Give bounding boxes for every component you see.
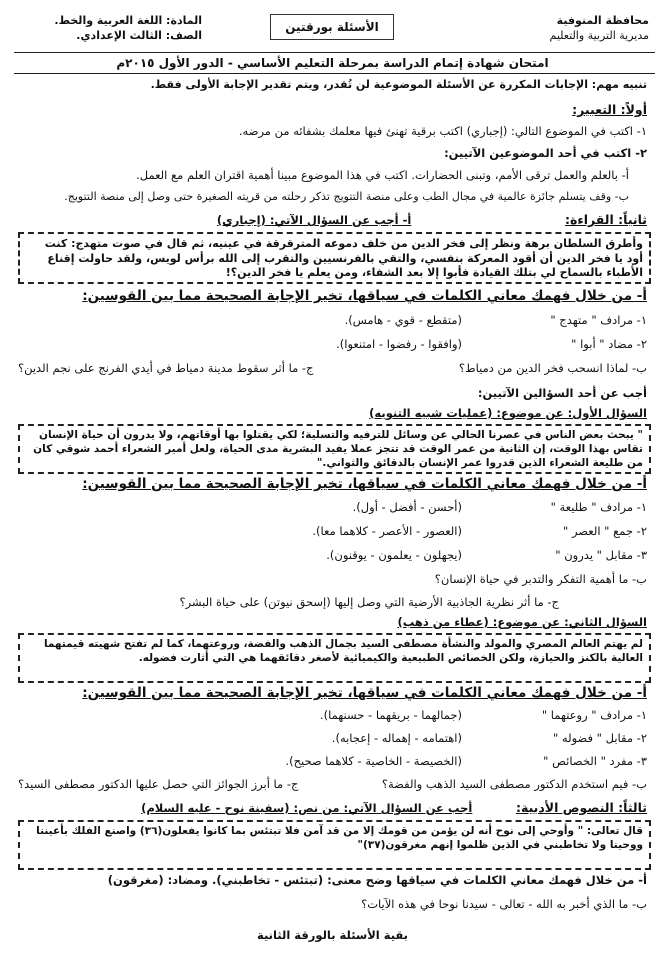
header-right: [489, 14, 649, 43]
literary-b: ب- ما الذي أخبر به الله - تعالى - سيدنا نوحا في هذه الآيات؟: [361, 897, 647, 911]
p3-item-1-q: ١- مرادف " روعتهما ": [541, 708, 647, 722]
p2-item-1-q: ١- مرادف " طليعة ": [550, 500, 647, 514]
reading-header-line: [18, 212, 647, 229]
p2-b: ب- ما أهمية التفكر والتدبر في حياة الإنسان؟: [434, 572, 647, 586]
p2-item-2: [18, 524, 647, 539]
choose-title-3: أ- من خلال فهمك معاني الكلمات في سياقها، تخير الإجابة الصحيحة مما بين القوسين:: [82, 685, 647, 701]
p1-item-1-opts: (متقطع - قوي - هامس).: [344, 313, 462, 327]
p1-bc: [18, 361, 647, 376]
p3-b: ب- فيم استخدم الدكتور مصطفى السيد الذهب والفضة؟: [381, 777, 647, 791]
p3-bc: [18, 777, 647, 792]
p1-item-2-q: ٢- مضاد " أبوا ": [571, 337, 647, 351]
expression-q1: ١- اكتب في الموضوع التالي: (إجباري) اكتب برقية تهنئ فيها معلمك بشفائه من مرضه.: [238, 124, 647, 138]
passage-2: " يبحث بعض الناس في عصرنا الحالي عن وسائل للترفيه والتسلية؛ لكي يقتلوا بها أوقاتهم، ولا يدرون أن حياة الإنسان تقاس بهذا الوقت، إن الثانية من عمر الوقت قد تتجز عملا يفيد البشرية مدى الحياة، ولعل أمير الشعراء أحمد شوقي كان من طليعة الشعراء الذين قدروا عمر الإنسان بالدقائق والثواني.": [18, 424, 651, 474]
directorate: مديرية التربية والتعليم: [549, 28, 649, 42]
p3-item-1-opts: (جمالهما - بريقهما - حسنهما).: [319, 708, 462, 722]
p2-item-3-q: ٣- مقابل " يدرون ": [555, 548, 647, 562]
literary-heading: ثالثاً: النصوص الأدبية:: [515, 800, 647, 815]
p3-c: ج- ما أبرز الجوائز التي حصل عليها الدكتور مصطفى السيد؟: [18, 777, 299, 791]
passage-1: وأطرق السلطان برهة ونظر إلى فخر الدين من خلف دموعه المترقرقة في عينيه، ثم قال في صوت متهدج: كنت أود يا فخر الدين أن أقود المعركة بنفسي، والتقي بالفرنسيين والتقرب إلى الله برأس لويس، ولقد حاولت إقناع الأطباء بالسماح لي بتلك القيادة فأبوا إلا بعد الشفاء، ومن يعلم يا فخر الدين؟!: [18, 232, 651, 284]
passage-3: لم يهتم العالم المصري والمولد والنشأة مصطفى السيد بجمال الذهب والفضة، وروعتهما، كما لم تفتح شهيته قيمتهما العالية بالكنز والحيازة، ولكن الخصائص الطبيعية والكيميائية لأصغر دقائقهما هي التي أثارت فضوله.: [18, 633, 651, 683]
p2-item-3-opts: (يجهلون - يعلمون - يوقنون).: [326, 548, 462, 562]
q2-heading: السؤال الثاني: عن موضوع: (عطاء من ذهب): [397, 615, 647, 629]
p1-item-2: [18, 337, 647, 352]
p3-item-3: [18, 754, 647, 769]
p3-item-2: [18, 731, 647, 746]
expression-q2a: أ- بالعلم والعمل ترقى الأمم، وتبنى الحضارات. اكتب في هذا الموضوع مبينا أهمية اقتران العلم مع العمل.: [136, 168, 629, 182]
p1-item-2-opts: (وافقوا - رفضوا - امتنعوا).: [336, 337, 462, 351]
notice: تنبيه مهم: الإجابات المكررة عن الأسئلة الموضوعية لن تُقدر، ويتم تقدير الإجابة الأولى فقط.: [150, 78, 647, 91]
header-left: [22, 14, 202, 43]
p1-item-1-q: ١- مرادف " متهدج ": [550, 313, 647, 327]
p3-item-3-opts: (الخصيصة - الخاصية - كلاهما صحيح).: [285, 754, 462, 768]
title-divider: [14, 73, 655, 74]
p1-c: ج- ما أثر سقوط مدينة دمياط في أيدي الفرنج على نجم الدين؟: [18, 361, 314, 375]
p3-item-3-q: ٣- مفرد " الخصائص ": [543, 754, 647, 768]
exam-title: امتحان شهادة إتمام الدراسة بمرحلة التعليم الأساسي - الدور الأول ٢٠١٥م: [116, 56, 549, 70]
literary-answer-following: أجب عن السؤال الآتي: من نص: (سفينة نوح - عليه السلام): [141, 801, 473, 815]
expression-q2b: ب- وقف يتسلم جائزة عالمية في مجال الطب وعلى منصة التتويج تذكر رحلته من قريته الصغيرة حتى وصل إلى منصة التتويج.: [64, 190, 629, 203]
expression-q2: ٢- اكتب في أحد الموضوعين الآتيين:: [444, 146, 647, 160]
p2-item-2-q: ٢- جمع " العصر ": [563, 524, 647, 538]
p2-item-3: [18, 548, 647, 563]
footer-note: بقية الأسئلة بالورقة الثانية: [257, 928, 408, 942]
p1-b: ب- لماذا انسحب فخر الدين من دمياط؟: [458, 361, 647, 375]
verse-box: قال تعالى: " وأوحي إلى نوح أنه لن يؤمن من قومك إلا من قد آمن فلا تبتئس بما كانوا يفعلون(٣٦) واصنع الفلك بأعيننا ووحينا ولا تخاطبني في الذين ظلموا إنهم مغرقون(٣٧)": [18, 820, 651, 870]
governorate: محافظة المنوفية: [556, 14, 649, 27]
choose-title-1: أ- من خلال فهمك معاني الكلمات في سياقها، تخير الإجابة الصحيحة مما بين القوسين:: [82, 288, 647, 304]
header-divider: [14, 52, 655, 53]
p1-item-1: [18, 313, 647, 328]
p3-item-1: [18, 708, 647, 723]
q1-heading: السؤال الأول: عن موضوع: (عمليات شبيه التنويه): [369, 406, 647, 420]
grade: الصف: الثالث الإعدادي.: [76, 28, 202, 42]
p3-item-2-opts: (اهتمامه - إهماله - إعجابه).: [331, 731, 462, 745]
subject: المادة: اللغة العربية والخط.: [54, 14, 202, 27]
p2-item-1-opts: (أحسن - أفضل - أول).: [352, 500, 462, 514]
answer-one-of: أجب عن أحد السؤالين الآتيين:: [477, 386, 647, 400]
p2-c: ج- ما أثر نظرية الجاذبية الأرضية التي وصل إليها (إسحق نيوتن) على حياة البشر؟: [179, 595, 559, 609]
p2-item-1: [18, 500, 647, 515]
p3-item-2-q: ٢- مقابل " فضوله ": [552, 731, 647, 745]
p2-item-2-opts: (العصور - الأعصر - كلاهما معا).: [312, 524, 462, 538]
literary-header-line: [18, 800, 647, 817]
reading-heading: ثانياً: القراءة:: [564, 212, 647, 227]
choose-title-2: أ- من خلال فهمك معاني الكلمات في سياقها، تخير الإجابة الصحيحة مما بين القوسين:: [82, 476, 647, 492]
title-box: الأسئلة بورقتين: [270, 14, 394, 40]
literary-choose-title: أ- من خلال فهمك معاني الكلمات في سياقها وضح معنى: (تبتئس - تخاطبني). ومضاد: (مغرقون): [107, 873, 647, 887]
reading-answer-following: أ- أجب عن السؤال الآتي: (إجباري): [216, 213, 412, 227]
expression-heading: أولاً: التعبير:: [572, 102, 647, 117]
